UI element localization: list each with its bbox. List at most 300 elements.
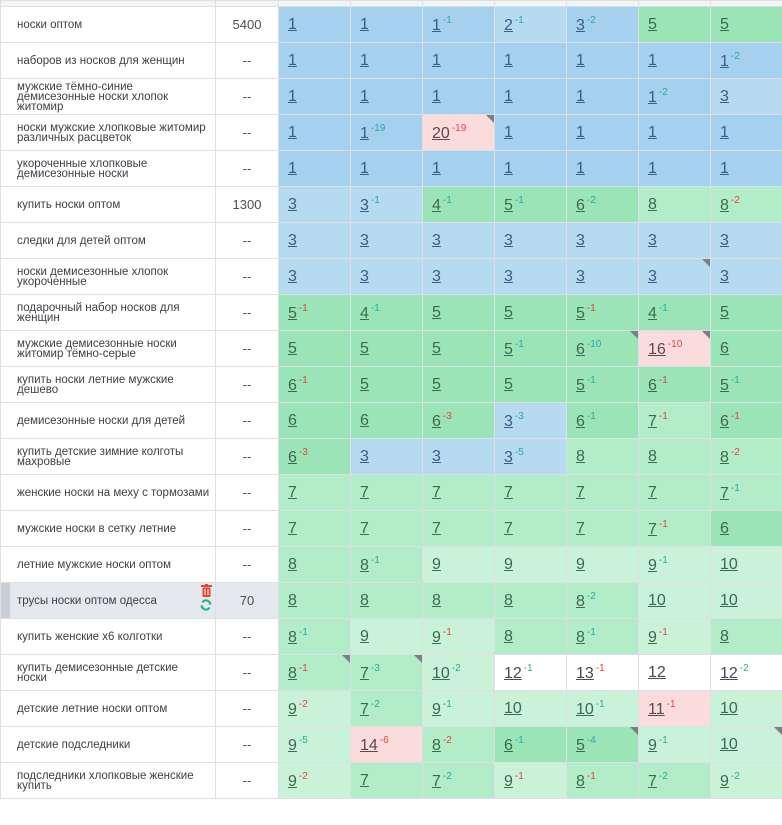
position-link[interactable]: 7 <box>432 772 441 790</box>
position-cell <box>639 475 711 511</box>
table-row[interactable] <box>1 439 782 475</box>
position-link[interactable]: 1 <box>576 51 585 69</box>
position-link[interactable]: 10 <box>576 700 594 718</box>
position-link[interactable]: 1 <box>360 51 369 69</box>
position-change: -1 <box>658 410 668 422</box>
position-link[interactable]: 7 <box>360 664 369 682</box>
search-volume-cell: -- <box>216 295 279 331</box>
position-cell <box>567 151 639 187</box>
position-link[interactable]: 1 <box>576 87 585 105</box>
table-row[interactable] <box>1 43 782 79</box>
position-link[interactable]: 5 <box>576 304 585 322</box>
corner-marker <box>342 655 350 663</box>
position-link[interactable]: 9 <box>648 556 657 574</box>
position-link[interactable]: 1 <box>504 51 513 69</box>
position-cell <box>423 619 495 655</box>
position-link[interactable]: 3 <box>504 231 513 249</box>
position-link[interactable]: 1 <box>720 123 729 141</box>
position-link[interactable]: 3 <box>648 267 657 285</box>
position-cell <box>351 187 423 223</box>
position-link[interactable]: 12 <box>720 664 738 682</box>
position-cell <box>639 115 711 151</box>
position-link[interactable]: 5 <box>432 303 441 321</box>
position-cell <box>351 151 423 187</box>
position-change: -2 <box>730 770 740 782</box>
position-link[interactable]: 8 <box>288 555 297 573</box>
table-row[interactable] <box>1 367 782 403</box>
position-link[interactable]: 6 <box>360 411 369 429</box>
table-row[interactable] <box>1 475 782 511</box>
position-cell <box>351 259 423 295</box>
position-link[interactable]: 13 <box>576 664 594 682</box>
keyword-cell <box>1 619 216 655</box>
position-change: -1 <box>370 302 380 314</box>
position-link[interactable]: 8 <box>360 591 369 609</box>
keyword-text: наборов из носков для женщин <box>17 54 185 67</box>
position-link[interactable]: 8 <box>504 591 513 609</box>
position-link[interactable]: 3 <box>432 447 441 465</box>
position-cell <box>567 43 639 79</box>
position-link[interactable]: 1 <box>360 87 369 105</box>
position-change: -1 <box>586 302 596 314</box>
position-cell <box>567 439 639 475</box>
position-cell <box>423 511 495 547</box>
position-cell <box>279 439 351 475</box>
position-link[interactable]: 1 <box>648 159 657 177</box>
position-cell <box>711 331 782 367</box>
position-cell <box>279 115 351 151</box>
position-link[interactable]: 8 <box>720 627 729 645</box>
position-change: -1 <box>730 374 740 386</box>
position-link[interactable]: 9 <box>576 555 585 573</box>
position-link[interactable]: 3 <box>288 231 297 249</box>
table-row[interactable] <box>1 691 782 727</box>
position-cell <box>351 691 423 727</box>
position-link[interactable]: 7 <box>288 483 297 501</box>
position-link[interactable]: 9 <box>432 700 441 718</box>
position-link[interactable]: 5 <box>288 304 297 322</box>
position-link[interactable]: 8 <box>288 591 297 609</box>
position-link[interactable]: 1 <box>288 15 297 33</box>
position-link[interactable]: 10 <box>648 591 666 609</box>
position-cell <box>567 691 639 727</box>
position-link[interactable]: 9 <box>360 627 369 645</box>
position-link[interactable]: 8 <box>720 196 729 214</box>
table-row[interactable] <box>1 187 782 223</box>
position-link[interactable]: 3 <box>360 447 369 465</box>
position-link[interactable]: 1 <box>720 159 729 177</box>
position-cell <box>567 115 639 151</box>
position-link[interactable]: 1 <box>432 87 441 105</box>
position-change: -10 <box>586 338 602 350</box>
position-link[interactable]: 10 <box>432 664 450 682</box>
keyword-cell <box>1 367 216 403</box>
position-link[interactable]: 3 <box>360 231 369 249</box>
position-link[interactable]: 1 <box>432 16 441 34</box>
position-link[interactable]: 5 <box>720 376 729 394</box>
position-link[interactable]: 7 <box>504 483 513 501</box>
position-link[interactable]: 5 <box>432 339 441 357</box>
position-link[interactable]: 6 <box>288 411 297 429</box>
position-link[interactable]: 4 <box>648 304 657 322</box>
position-link[interactable]: 5 <box>288 339 297 357</box>
position-link[interactable]: 3 <box>720 267 729 285</box>
position-link[interactable]: 5 <box>576 736 585 754</box>
position-link[interactable]: 9 <box>504 555 513 573</box>
keyword-text: купить женские х6 колготки <box>17 630 163 643</box>
position-cell <box>423 331 495 367</box>
position-link[interactable]: 5 <box>504 375 513 393</box>
position-change: -1 <box>658 374 668 386</box>
position-change: -1 <box>658 518 668 530</box>
position-link[interactable]: 8 <box>432 736 441 754</box>
position-link[interactable]: 6 <box>720 519 729 537</box>
position-link[interactable]: 7 <box>432 483 441 501</box>
search-volume-cell: -- <box>216 79 279 115</box>
position-cell <box>423 7 495 43</box>
position-link[interactable]: 16 <box>648 340 666 358</box>
position-link[interactable]: 5 <box>720 303 729 321</box>
position-link[interactable]: 9 <box>288 736 297 754</box>
position-link[interactable]: 5 <box>504 196 513 214</box>
position-link[interactable]: 9 <box>288 700 297 718</box>
position-link[interactable]: 1 <box>720 52 729 70</box>
position-cell <box>351 475 423 511</box>
keyword-text: детские подследники <box>17 738 131 751</box>
position-link[interactable]: 3 <box>288 267 297 285</box>
position-cell <box>711 403 782 439</box>
position-cell <box>351 655 423 691</box>
position-link[interactable]: 9 <box>648 736 657 754</box>
table-row[interactable] <box>1 223 782 259</box>
keyword-cell <box>1 223 216 259</box>
position-link[interactable]: 20 <box>432 124 450 142</box>
keyword-cell <box>1 79 216 115</box>
position-cell <box>279 475 351 511</box>
position-change: -2 <box>730 50 740 62</box>
position-link[interactable]: 8 <box>360 556 369 574</box>
position-link[interactable]: 1 <box>432 159 441 177</box>
position-link[interactable]: 8 <box>576 628 585 646</box>
position-link[interactable]: 9 <box>504 772 513 790</box>
search-volume-cell: 1300 <box>216 187 279 223</box>
position-link[interactable]: 7 <box>720 484 729 502</box>
table-row[interactable] <box>1 295 782 331</box>
position-link[interactable]: 3 <box>504 267 513 285</box>
keyword-cell <box>1 151 216 187</box>
position-cell <box>279 43 351 79</box>
position-link[interactable]: 5 <box>360 375 369 393</box>
keyword-text: подарочный набор носков для женщин <box>17 301 180 324</box>
position-link[interactable]: 12 <box>504 664 522 682</box>
position-link[interactable]: 11 <box>648 700 665 718</box>
position-link[interactable]: 8 <box>432 591 441 609</box>
position-cell <box>279 295 351 331</box>
position-link[interactable]: 1 <box>360 124 369 142</box>
position-link[interactable]: 12 <box>648 663 666 681</box>
table-row[interactable] <box>1 583 782 619</box>
position-link[interactable]: 4 <box>360 304 369 322</box>
position-link[interactable]: 8 <box>288 628 297 646</box>
position-link[interactable]: 3 <box>576 231 585 249</box>
position-link[interactable]: 6 <box>504 736 513 754</box>
keyword-cell <box>1 727 216 763</box>
position-cell <box>567 367 639 403</box>
position-cell <box>351 403 423 439</box>
position-cell <box>351 115 423 151</box>
position-cell <box>639 763 711 799</box>
position-cell <box>495 439 567 475</box>
position-link[interactable]: 8 <box>504 627 513 645</box>
keyword-text: демисезонные носки для детей <box>17 414 186 427</box>
search-volume-cell: -- <box>216 475 279 511</box>
position-link[interactable]: 1 <box>288 159 297 177</box>
position-cell <box>423 403 495 439</box>
position-link[interactable]: 5 <box>576 376 585 394</box>
position-cell <box>351 79 423 115</box>
position-link[interactable]: 7 <box>360 483 369 501</box>
position-cell <box>567 187 639 223</box>
position-change: -2 <box>451 662 461 674</box>
position-change: -1 <box>298 374 308 386</box>
position-cell <box>351 763 423 799</box>
trash-icon[interactable] <box>201 584 212 597</box>
position-cell <box>279 187 351 223</box>
position-cell <box>711 655 782 691</box>
position-link[interactable]: 1 <box>288 51 297 69</box>
table-row[interactable] <box>1 655 782 691</box>
position-change: -2 <box>586 14 596 26</box>
position-link[interactable]: 7 <box>648 772 657 790</box>
position-change: -2 <box>586 194 596 206</box>
position-link[interactable]: 6 <box>432 412 441 430</box>
position-cell <box>639 43 711 79</box>
corner-marker <box>486 115 494 123</box>
position-link[interactable]: 8 <box>288 664 297 682</box>
keyword-cell <box>1 187 216 223</box>
position-cell <box>423 367 495 403</box>
keyword-cell <box>1 691 216 727</box>
position-link[interactable]: 1 <box>504 159 513 177</box>
position-cell <box>567 511 639 547</box>
position-link[interactable]: 7 <box>648 520 657 538</box>
position-link[interactable]: 10 <box>720 591 738 609</box>
position-cell <box>711 7 782 43</box>
keyword-text: летние мужские носки оптом <box>17 558 171 571</box>
position-cell <box>639 7 711 43</box>
position-link[interactable]: 1 <box>576 159 585 177</box>
position-cell <box>351 727 423 763</box>
position-cell <box>567 727 639 763</box>
position-link[interactable]: 3 <box>720 231 729 249</box>
position-link[interactable]: 6 <box>576 196 585 214</box>
position-link[interactable]: 1 <box>288 87 297 105</box>
position-link[interactable]: 10 <box>720 555 738 573</box>
position-link[interactable]: 9 <box>288 772 297 790</box>
position-cell <box>423 691 495 727</box>
position-link[interactable]: 7 <box>504 519 513 537</box>
position-link[interactable]: 7 <box>576 519 585 537</box>
table-row[interactable] <box>1 79 782 115</box>
position-link[interactable]: 8 <box>648 447 657 465</box>
position-link[interactable]: 6 <box>720 339 729 357</box>
position-link[interactable]: 7 <box>360 519 369 537</box>
position-link[interactable]: 3 <box>504 412 513 430</box>
position-link[interactable]: 6 <box>288 376 297 394</box>
corner-marker <box>702 259 710 267</box>
position-cell <box>495 403 567 439</box>
position-link[interactable]: 5 <box>720 15 729 33</box>
position-link[interactable]: 1 <box>648 123 657 141</box>
position-link[interactable]: 6 <box>288 448 297 466</box>
position-change: -3 <box>370 662 380 674</box>
position-link[interactable]: 9 <box>432 555 441 573</box>
position-link[interactable]: 3 <box>720 87 729 105</box>
position-cell <box>567 259 639 295</box>
position-link[interactable]: 2 <box>504 16 513 34</box>
position-change: -1 <box>658 302 668 314</box>
position-link[interactable]: 7 <box>576 483 585 501</box>
table-row[interactable] <box>1 259 782 295</box>
position-link[interactable]: 4 <box>432 196 441 214</box>
position-change: -6 <box>379 734 389 746</box>
keyword-cell <box>1 331 216 367</box>
position-link[interactable]: 3 <box>432 267 441 285</box>
refresh-icon[interactable] <box>200 599 212 611</box>
table-row[interactable] <box>1 151 782 187</box>
position-cell <box>711 259 782 295</box>
position-change: -1 <box>586 770 596 782</box>
position-link[interactable]: 6 <box>576 412 585 430</box>
position-cell <box>423 187 495 223</box>
position-link[interactable]: 8 <box>720 448 729 466</box>
corner-marker <box>774 727 782 735</box>
position-link[interactable]: 10 <box>504 699 522 717</box>
position-cell <box>711 619 782 655</box>
position-link[interactable]: 1 <box>360 15 369 33</box>
position-cell <box>567 223 639 259</box>
position-cell <box>351 223 423 259</box>
position-change: -1 <box>586 410 596 422</box>
position-cell <box>495 331 567 367</box>
position-link[interactable]: 3 <box>648 231 657 249</box>
keyword-text: подследники хлопковые женские купить <box>17 769 194 792</box>
position-link[interactable]: 6 <box>576 340 585 358</box>
position-cell <box>423 223 495 259</box>
table-row[interactable] <box>1 511 782 547</box>
table-row[interactable] <box>1 403 782 439</box>
position-link[interactable]: 1 <box>504 87 513 105</box>
position-link[interactable]: 7 <box>648 412 657 430</box>
position-link[interactable]: 6 <box>648 376 657 394</box>
keyword-text: следки для детей оптом <box>17 234 146 247</box>
position-link[interactable]: 5 <box>432 375 441 393</box>
position-cell <box>639 511 711 547</box>
position-link[interactable]: 7 <box>288 519 297 537</box>
position-cell <box>495 691 567 727</box>
position-link[interactable]: 1 <box>648 88 657 106</box>
keyword-cell <box>1 115 216 151</box>
keyword-cell <box>1 763 216 799</box>
position-link[interactable]: 5 <box>504 303 513 321</box>
position-cell <box>567 79 639 115</box>
position-link[interactable]: 10 <box>720 699 738 717</box>
position-cell <box>711 727 782 763</box>
position-cell <box>495 727 567 763</box>
position-change: -2 <box>730 446 740 458</box>
position-link[interactable]: 7 <box>360 700 369 718</box>
table-row[interactable] <box>1 547 782 583</box>
position-link[interactable]: 3 <box>576 16 585 34</box>
position-change: -19 <box>451 122 467 134</box>
table-row[interactable] <box>1 763 782 799</box>
position-link[interactable]: 8 <box>576 592 585 610</box>
table-row[interactable] <box>1 619 782 655</box>
position-cell <box>495 187 567 223</box>
position-link[interactable]: 5 <box>504 340 513 358</box>
position-cell <box>639 295 711 331</box>
position-link[interactable]: 3 <box>288 195 297 213</box>
position-link[interactable]: 9 <box>720 772 729 790</box>
position-link[interactable]: 14 <box>360 736 378 754</box>
position-cell <box>711 547 782 583</box>
keyword-cell <box>1 7 216 43</box>
table-row[interactable] <box>1 331 782 367</box>
position-link[interactable]: 1 <box>360 159 369 177</box>
position-link[interactable]: 3 <box>504 448 513 466</box>
position-link[interactable]: 9 <box>432 628 441 646</box>
position-link[interactable]: 7 <box>648 483 657 501</box>
search-volume-cell: -- <box>216 403 279 439</box>
position-link[interactable]: 3 <box>360 196 369 214</box>
position-cell <box>711 223 782 259</box>
position-link[interactable]: 5 <box>360 339 369 357</box>
position-link[interactable]: 1 <box>432 51 441 69</box>
keyword-text: мужские тёмно-синие демисезонные носки хлопок житомир <box>17 80 169 113</box>
position-change: -1 <box>595 662 605 674</box>
keyword-text: женские носки на меху с тормозами <box>17 486 210 499</box>
position-link[interactable]: 8 <box>576 447 585 465</box>
position-link[interactable]: 3 <box>360 267 369 285</box>
position-link[interactable]: 8 <box>648 195 657 213</box>
table-row[interactable] <box>1 7 782 43</box>
position-link[interactable]: 1 <box>576 123 585 141</box>
position-cell <box>279 727 351 763</box>
position-cell <box>423 259 495 295</box>
position-cell <box>495 223 567 259</box>
keyword-cell <box>1 475 216 511</box>
position-link[interactable]: 3 <box>576 267 585 285</box>
position-change: -1 <box>514 338 524 350</box>
position-link[interactable]: 6 <box>720 412 729 430</box>
position-link[interactable]: 3 <box>432 231 441 249</box>
position-link[interactable]: 1 <box>288 123 297 141</box>
table-row[interactable] <box>1 115 782 151</box>
position-change: -10 <box>667 338 683 350</box>
position-link[interactable]: 5 <box>648 15 657 33</box>
position-link[interactable]: 10 <box>720 735 738 753</box>
table-row[interactable] <box>1 727 782 763</box>
keyword-text: купить носки летние мужские дешево <box>17 373 174 396</box>
position-link[interactable]: 1 <box>648 51 657 69</box>
position-link[interactable]: 9 <box>648 628 657 646</box>
position-link[interactable]: 8 <box>576 772 585 790</box>
position-link[interactable]: 7 <box>432 519 441 537</box>
position-link[interactable]: 1 <box>504 123 513 141</box>
position-link[interactable]: 7 <box>360 771 369 789</box>
position-cell <box>495 7 567 43</box>
position-change: -2 <box>658 86 668 98</box>
